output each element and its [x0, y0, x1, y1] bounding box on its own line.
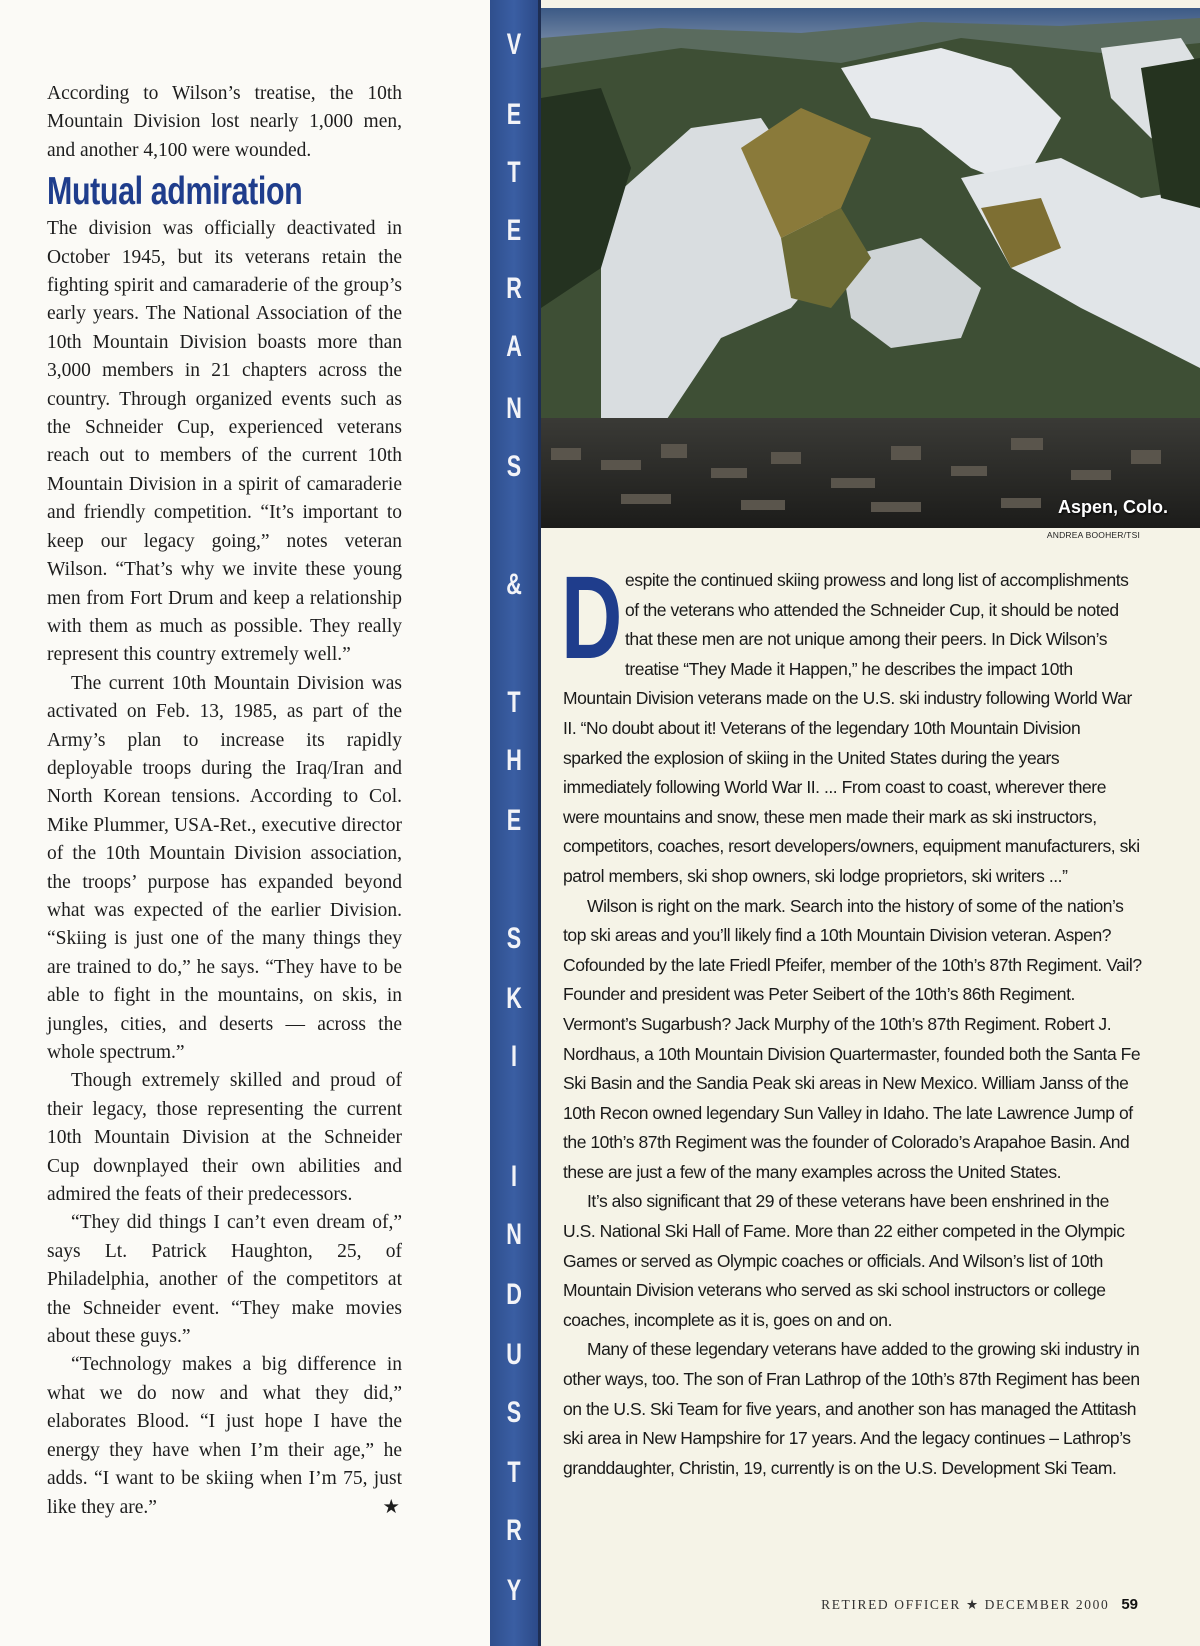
- band-letter: R: [506, 272, 522, 305]
- body-paragraph: “They did things I can’t even dream of,” says Lt. Patrick Haughton, 25, of Philadelphia, another of the competitors at the Schneider event. “They make movies about these guys.”: [47, 1212, 402, 1348]
- section-heading: Mutual admiration: [47, 170, 303, 214]
- body-paragraph-last: [47, 1351, 402, 1521]
- publication-line: RETIRED OFFICER ★ DECEMBER 2000: [821, 1597, 1110, 1612]
- band-letter: Y: [506, 1574, 522, 1607]
- band-letter: I: [510, 1040, 518, 1073]
- body-paragraph: Wilson is right on the mark. Search into the history of some of the nation’s top ski areas and you’ll likely find a 10th Mountain Division veteran. Aspen? Cofounded by the late Friedl Pfeifer, member of the 10th’s 87th Regiment. Vail? Founder and president was Peter Seibert of the 10th’s 86th Regiment. Vermont’s Sugarbush? Jack Murphy of the 10th’s 87th Regiment. Robert J. Nordhaus, a 10th Mountain Division Quartermaster, founded both the Santa Fe Ski Basin and the Sandia Peak ski areas in New Mexico. William Janss of the 10th Recon owned legendary Sun Valley in Idaho. The late Lawrence Jump of the 10th’s 87th Regiment was the founder of Colorado’s Arapahoe Basin. And these are just a few of the many examples across the United States.: [563, 895, 1142, 1182]
- left-article-text: [47, 80, 402, 1522]
- page-footer: [778, 1596, 1138, 1613]
- band-letter: &: [506, 568, 522, 601]
- lead-paragraph-text: espite the continued skiing prowess and long list of accomplishments of the veterans who attended the Schneider Cup, it should be noted that these men are not unique among their peers. In Dick Wilson’s treatise “They Made it Happen,” he describes the impact 10th Mountain Division veterans made on the U.S. ski industry following World War II. “No doubt about it! Veterans of the legendary 10th Mountain Division sparked the explosion of skiing in the United States during the years immediately following World War II. ... From coast to coast, wherever there were mountains and snow, these men made their mark as ski instructors, competitors, coaches, resort developers/owners, equipment manufacturers, ski patrol members, ski shop owners, ski lodge proprietors, ski writers ...”: [563, 570, 1140, 886]
- lead-paragraph: [561, 552, 1143, 892]
- body-paragraph: Many of these legendary veterans have added to the growing ski industry in other ways, too. The son of Fran Lathrop of the 10th’s 87th Regiment has been on the U.S. Ski Team for five years, and another son has managed the Attitash ski area in New Hampshire for 17 years. And the legacy continues – Lathrop’s granddaughter, Christin, 19, currently is on the U.S. Development Ski Team.: [563, 1339, 1140, 1478]
- band-letter: D: [506, 1278, 522, 1311]
- band-letter: R: [506, 1514, 522, 1547]
- body-paragraph: Though extremely skilled and proud of their legacy, those representing the current 10th Mountain Division at the Schneider Cup downplayed their own abilities and admired the feats of their predecessors.: [47, 1070, 402, 1206]
- drop-cap: D: [561, 552, 623, 684]
- band-letter: T: [507, 686, 521, 719]
- band-letter: K: [506, 982, 522, 1015]
- band-letter: T: [507, 1456, 521, 1489]
- photo-caption: Aspen, Colo.: [1057, 497, 1168, 517]
- body-paragraph-text: “Technology makes a big difference in what we do now and what they did,” elaborates Blood. “I just hope I have the energy they have when I’m their age,” he adds. “I want to be skiing when I’m 75, just like they are.”: [47, 1354, 402, 1518]
- band-letter: U: [506, 1338, 522, 1371]
- band-letter: I: [510, 1160, 518, 1193]
- end-mark-icon: ★: [382, 1496, 400, 1518]
- right-article-text: [561, 552, 1143, 1483]
- band-letter: N: [506, 1218, 522, 1251]
- mountain-landscape-image: [541, 8, 1200, 528]
- vertical-title-band: [490, 0, 538, 1646]
- intro-paragraph: According to Wilson’s treatise, the 10th Mountain Division lost nearly 1,000 men, and another 4,100 were wounded.: [47, 83, 402, 161]
- band-letter: V: [506, 28, 522, 61]
- aspen-mountain-photo: [541, 8, 1200, 528]
- photo-credit: ANDREA BOOHER/TSI: [1046, 530, 1140, 540]
- left-column: [0, 0, 490, 1646]
- band-letter: A: [506, 330, 522, 363]
- page-number: 59: [1121, 1596, 1138, 1613]
- band-letter: H: [506, 744, 522, 777]
- body-paragraph: It’s also significant that 29 of these veterans have been enshrined in the U.S. National Ski Hall of Fame. More than 22 either competed in the Olympic Games or served as Olympic coaches or officials. And Wilson’s list of 10th Mountain Division veterans who served as ski school instructors or college coaches, incomplete as it is, goes on and on.: [563, 1191, 1125, 1330]
- band-letter: S: [506, 1396, 522, 1429]
- band-letter: N: [506, 392, 522, 425]
- body-paragraph: The division was officially deactivated in October 1945, but its veterans retain the fighting spirit and camaraderie of the group’s early years. The National Association of the 10th Mountain Division boasts more than 3,000 members in 21 chapters across the country. Through organized events such as the Schneider Cup, experienced veterans reach out to members of the current 10th Mountain Division in a spirit of camaraderie and friendly competition. “It’s important to keep our legacy going,” notes veteran Wilson. “That’s why we invite these young men from Fort Drum and keep a relationship with them as much as possible. They really represent this country extremely well.”: [47, 218, 402, 666]
- band-letter: E: [506, 804, 522, 837]
- band-letter: S: [506, 450, 522, 483]
- band-letter: E: [506, 98, 522, 131]
- band-letter: T: [507, 156, 521, 189]
- body-paragraph: The current 10th Mountain Division was activated on Feb. 13, 1985, as part of the Army’s plan to increase its rapidly deployable troops during the Iraq/Iran and North Korean tensions. According to Col. Mike Plummer, USA-Ret., executive director of the 10th Mountain Division association, the troops’ purpose has expanded beyond what was expected of the earlier Division. “Skiing is just one of the many things they are trained to do,” he says. “They have to be able to fight in the mountains, on skis, in jungles, cities, and deserts — across the whole spectrum.”: [47, 672, 402, 1063]
- band-letter: S: [506, 922, 522, 955]
- band-letter: E: [506, 214, 522, 247]
